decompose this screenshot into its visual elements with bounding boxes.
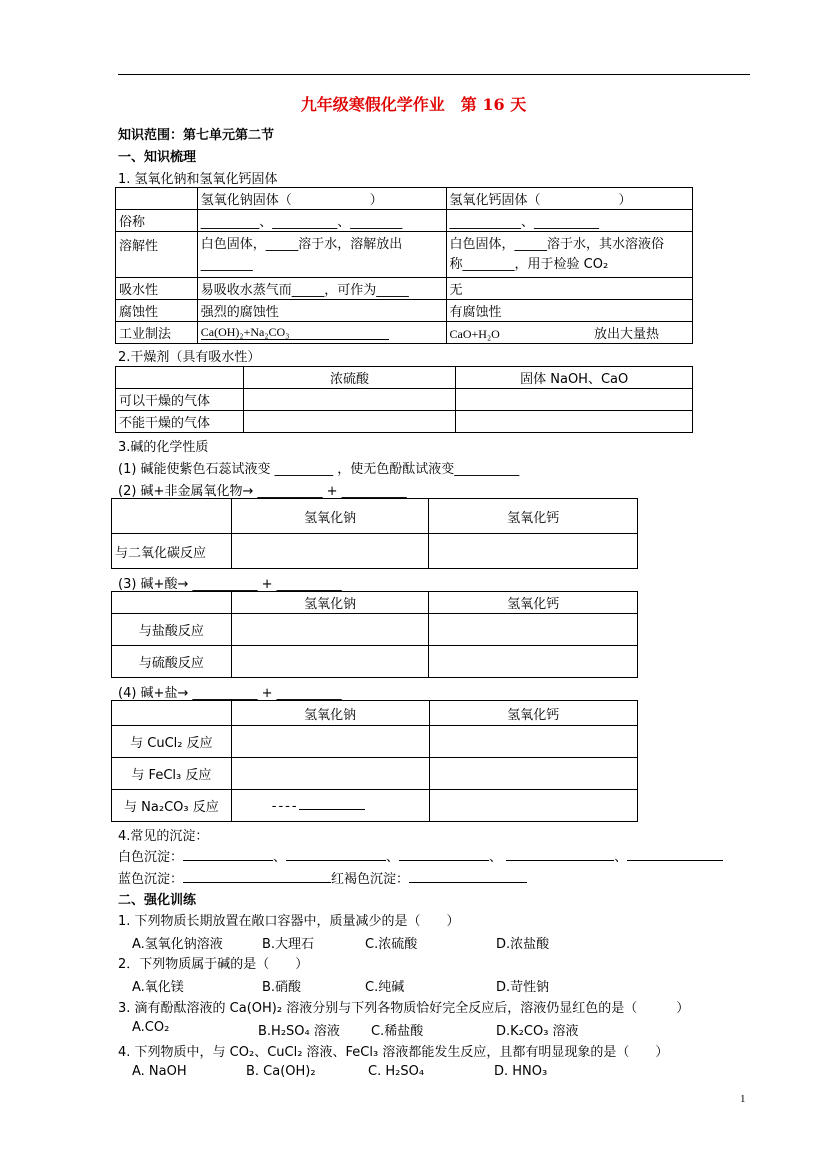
caoh-corrosive: 有腐蚀性 xyxy=(446,300,692,322)
caoh-hygroscopic: 无 xyxy=(446,278,692,300)
row-label-h2so4: 与硫酸反应 xyxy=(112,646,232,678)
caoh-solubility-line1: 白色固体，_____溶于水，其水溶液俗 xyxy=(449,237,665,252)
no-reaction-dash: ---- xyxy=(271,799,299,814)
exercise-4-option-c: C. H₂SO₄ xyxy=(368,1064,425,1079)
table-row xyxy=(116,300,693,322)
blank xyxy=(409,870,527,883)
header-naoh: 氢氧化钠固体（ ） xyxy=(197,188,446,210)
question-4-heading: 4.常见的沉淀： xyxy=(118,829,209,844)
header-rule xyxy=(118,74,750,75)
page-title: 九年级寒假化学作业 第 16 天 xyxy=(300,95,527,114)
row-label-corrosive: 腐蚀性 xyxy=(116,300,198,322)
blank xyxy=(627,848,723,861)
row-label-na2co3: 与 Na₂CO₃ 反应 xyxy=(112,790,232,822)
table-cell xyxy=(429,614,638,646)
col-header-caoh: 氢氧化钙 xyxy=(429,499,638,534)
row-label-hygroscopic: 吸水性 xyxy=(116,278,198,300)
red-brown-precipitate-label: 红褐色沉淀： xyxy=(331,872,410,887)
white-precipitate-line: 白色沉淀： 、 、 、 、 xyxy=(118,846,723,865)
table-row xyxy=(116,411,693,433)
question-3-part-4: (4) 碱+盐→ __________ + __________ xyxy=(118,686,342,701)
table-row xyxy=(116,389,693,411)
table-row xyxy=(112,499,638,534)
row-label-can-dry: 可以干燥的气体 xyxy=(116,389,244,411)
table-cell xyxy=(429,726,637,758)
naoh-na2co3-cell xyxy=(231,790,429,822)
table-cell xyxy=(231,726,429,758)
caoh-solubility-line2: 称________，用于检验 CO₂ xyxy=(449,257,609,272)
scope-line: 知识范围：第七单元第二节 xyxy=(118,128,275,143)
naoh-solubility-line1: 白色固体，_____溶于水，溶解放出 xyxy=(200,237,403,252)
exercise-4-option-d: D. HNO₃ xyxy=(494,1064,548,1079)
exercise-2-option-a: A.氧化镁 xyxy=(132,980,184,995)
table-cell xyxy=(112,499,232,534)
exercise-1-option-c: C.浓硫酸 xyxy=(365,937,418,952)
table-row xyxy=(112,592,638,614)
row-label-fecl3: 与 FeCl₃ 反应 xyxy=(112,758,232,790)
caoh-industrial-formula: CaO+H₂O xyxy=(449,327,500,341)
col-header-caoh: 氢氧化钙 xyxy=(429,701,637,726)
table-row xyxy=(112,758,638,790)
table-row xyxy=(116,367,693,389)
blank xyxy=(183,848,273,861)
blank xyxy=(399,848,489,861)
exercise-2-option-d: D.苛性钠 xyxy=(496,980,550,995)
table-cell xyxy=(112,592,232,614)
table-base-nonmetal-oxide xyxy=(111,498,638,569)
table-row xyxy=(116,188,693,210)
table-cell xyxy=(231,646,429,678)
table-base-acid xyxy=(111,591,638,678)
table-desiccant xyxy=(115,366,693,433)
question-3-heading: 3.碱的化学性质 xyxy=(118,440,209,455)
white-precipitate-label: 白色沉淀： xyxy=(118,850,184,865)
row-label-hcl: 与盐酸反应 xyxy=(112,614,232,646)
exercise-4-option-b: B. Ca(OH)₂ xyxy=(246,1064,316,1079)
table-cell xyxy=(116,188,198,210)
table-cell xyxy=(231,534,429,569)
naoh-industrial xyxy=(197,322,446,344)
row-label-solubility: 溶解性 xyxy=(116,232,198,278)
table-row xyxy=(112,614,638,646)
table-cell xyxy=(429,758,637,790)
table-cell xyxy=(231,614,429,646)
page-number: 1 xyxy=(740,1093,746,1105)
naoh-corrosive: 强烈的腐蚀性 xyxy=(197,300,446,322)
table-cell xyxy=(429,646,638,678)
table-row xyxy=(116,322,693,344)
table-row xyxy=(112,534,638,569)
table-row xyxy=(112,646,638,678)
table-base-salt xyxy=(111,700,638,822)
naoh-solubility-line2: ________ xyxy=(200,257,253,272)
col-header-naoh: 氢氧化钠 xyxy=(231,499,429,534)
table-cell xyxy=(231,758,429,790)
section-heading-practice: 二、强化训练 xyxy=(118,893,197,908)
exercise-1-option-d: D.浓盐酸 xyxy=(496,937,550,952)
col-header-conc-h2so4: 浓硫酸 xyxy=(243,367,456,389)
exercise-3-option-b: B.H₂SO₄ 溶液 xyxy=(258,1024,340,1039)
table-naoh-caoh xyxy=(115,187,693,344)
table-cell xyxy=(116,367,244,389)
blank xyxy=(506,848,614,861)
col-header-caoh: 氢氧化钙 xyxy=(429,592,638,614)
caoh-industrial xyxy=(446,322,692,344)
row-label-common-name: 俗称 xyxy=(116,210,198,232)
table-cell xyxy=(429,790,637,822)
section-heading-knowledge: 一、知识梳理 xyxy=(118,150,197,165)
exercise-3-question: 3. 滴有酚酞溶液的 Ca(OH)₂ 溶液分别与下列各物质恰好完全反应后，溶液仍显红色的是（ ） xyxy=(118,1001,690,1016)
table-row xyxy=(112,790,638,822)
table-row xyxy=(116,278,693,300)
table-cell xyxy=(429,534,638,569)
row-label-industrial: 工业制法 xyxy=(116,322,198,344)
blue-red-precipitate-line xyxy=(118,868,527,887)
col-header-naoh: 氢氧化钠 xyxy=(231,592,429,614)
exercise-4-option-a: A. NaOH xyxy=(132,1064,187,1079)
col-header-naoh: 氢氧化钠 xyxy=(231,701,429,726)
exercise-2-question: 2．下列物质属于碱的是（ ） xyxy=(118,957,309,972)
question-1-heading: 1. 氢氧化钠和氢氧化钙固体 xyxy=(118,172,278,187)
table-cell xyxy=(456,411,693,433)
exercise-2-option-c: C.纯碱 xyxy=(365,980,405,995)
exercise-1-question: 1. 下列物质长期放置在敞口容器中，质量减少的是（ ） xyxy=(118,914,460,929)
blank xyxy=(183,870,331,883)
question-3-part-3: (3) 碱+酸→ __________ + __________ xyxy=(118,577,342,592)
naoh-industrial-formula: Ca(OH)₂+Na₂CO₃ xyxy=(201,325,390,340)
exercise-3-option-a: A.CO₂ xyxy=(132,1020,170,1035)
table-cell xyxy=(243,411,456,433)
exercise-1-option-a: A.氢氧化钠溶液 xyxy=(132,937,223,952)
exercise-2-option-b: B.硝酸 xyxy=(262,980,302,995)
blank xyxy=(286,848,386,861)
dash-line xyxy=(299,797,365,810)
table-row xyxy=(112,701,638,726)
naoh-common-name-blanks: _________、__________、________ xyxy=(197,210,446,232)
table-row xyxy=(116,210,693,232)
exercise-1-option-b: B.大理石 xyxy=(262,937,315,952)
question-2-heading: 2.干燥剂（具有吸水性） xyxy=(118,350,261,365)
exercise-3-option-c: C.稀盐酸 xyxy=(371,1024,424,1039)
table-row xyxy=(116,232,693,278)
exercise-4-question: 4. 下列物质中，与 CO₂、CuCl₂ 溶液、FeCl₃ 溶液都能发生反应，且都有明显现象的是（ ） xyxy=(118,1045,669,1060)
blue-precipitate-label: 蓝色沉淀： xyxy=(118,872,184,887)
table-cell xyxy=(243,389,456,411)
table-cell xyxy=(112,701,232,726)
question-3-part-1: (1) 碱能使紫色石蕊试液变 _________ ，使无色酚酞试液变__________ xyxy=(118,462,520,477)
col-header-solid-naoh-cao: 固体 NaOH、CaO xyxy=(456,367,693,389)
header-caoh: 氢氧化钙固体（ ） xyxy=(446,188,692,210)
row-label-cannot-dry: 不能干燥的气体 xyxy=(116,411,244,433)
naoh-hygroscopic: 易吸收水蒸气而_____，可作为_____ xyxy=(197,278,446,300)
table-cell xyxy=(456,389,693,411)
question-3-part-2: (2) 碱+非金属氧化物→ __________ + __________ xyxy=(118,484,407,499)
row-label-cucl2: 与 CuCl₂ 反应 xyxy=(112,726,232,758)
row-label-co2: 与二氧化碳反应 xyxy=(112,534,232,569)
table-row xyxy=(112,726,638,758)
exercise-3-option-d: D.K₂CO₃ 溶液 xyxy=(496,1024,579,1039)
caoh-common-name-blanks: ___________、__________ xyxy=(446,210,692,232)
caoh-industrial-note: 放出大量热 xyxy=(593,327,659,342)
